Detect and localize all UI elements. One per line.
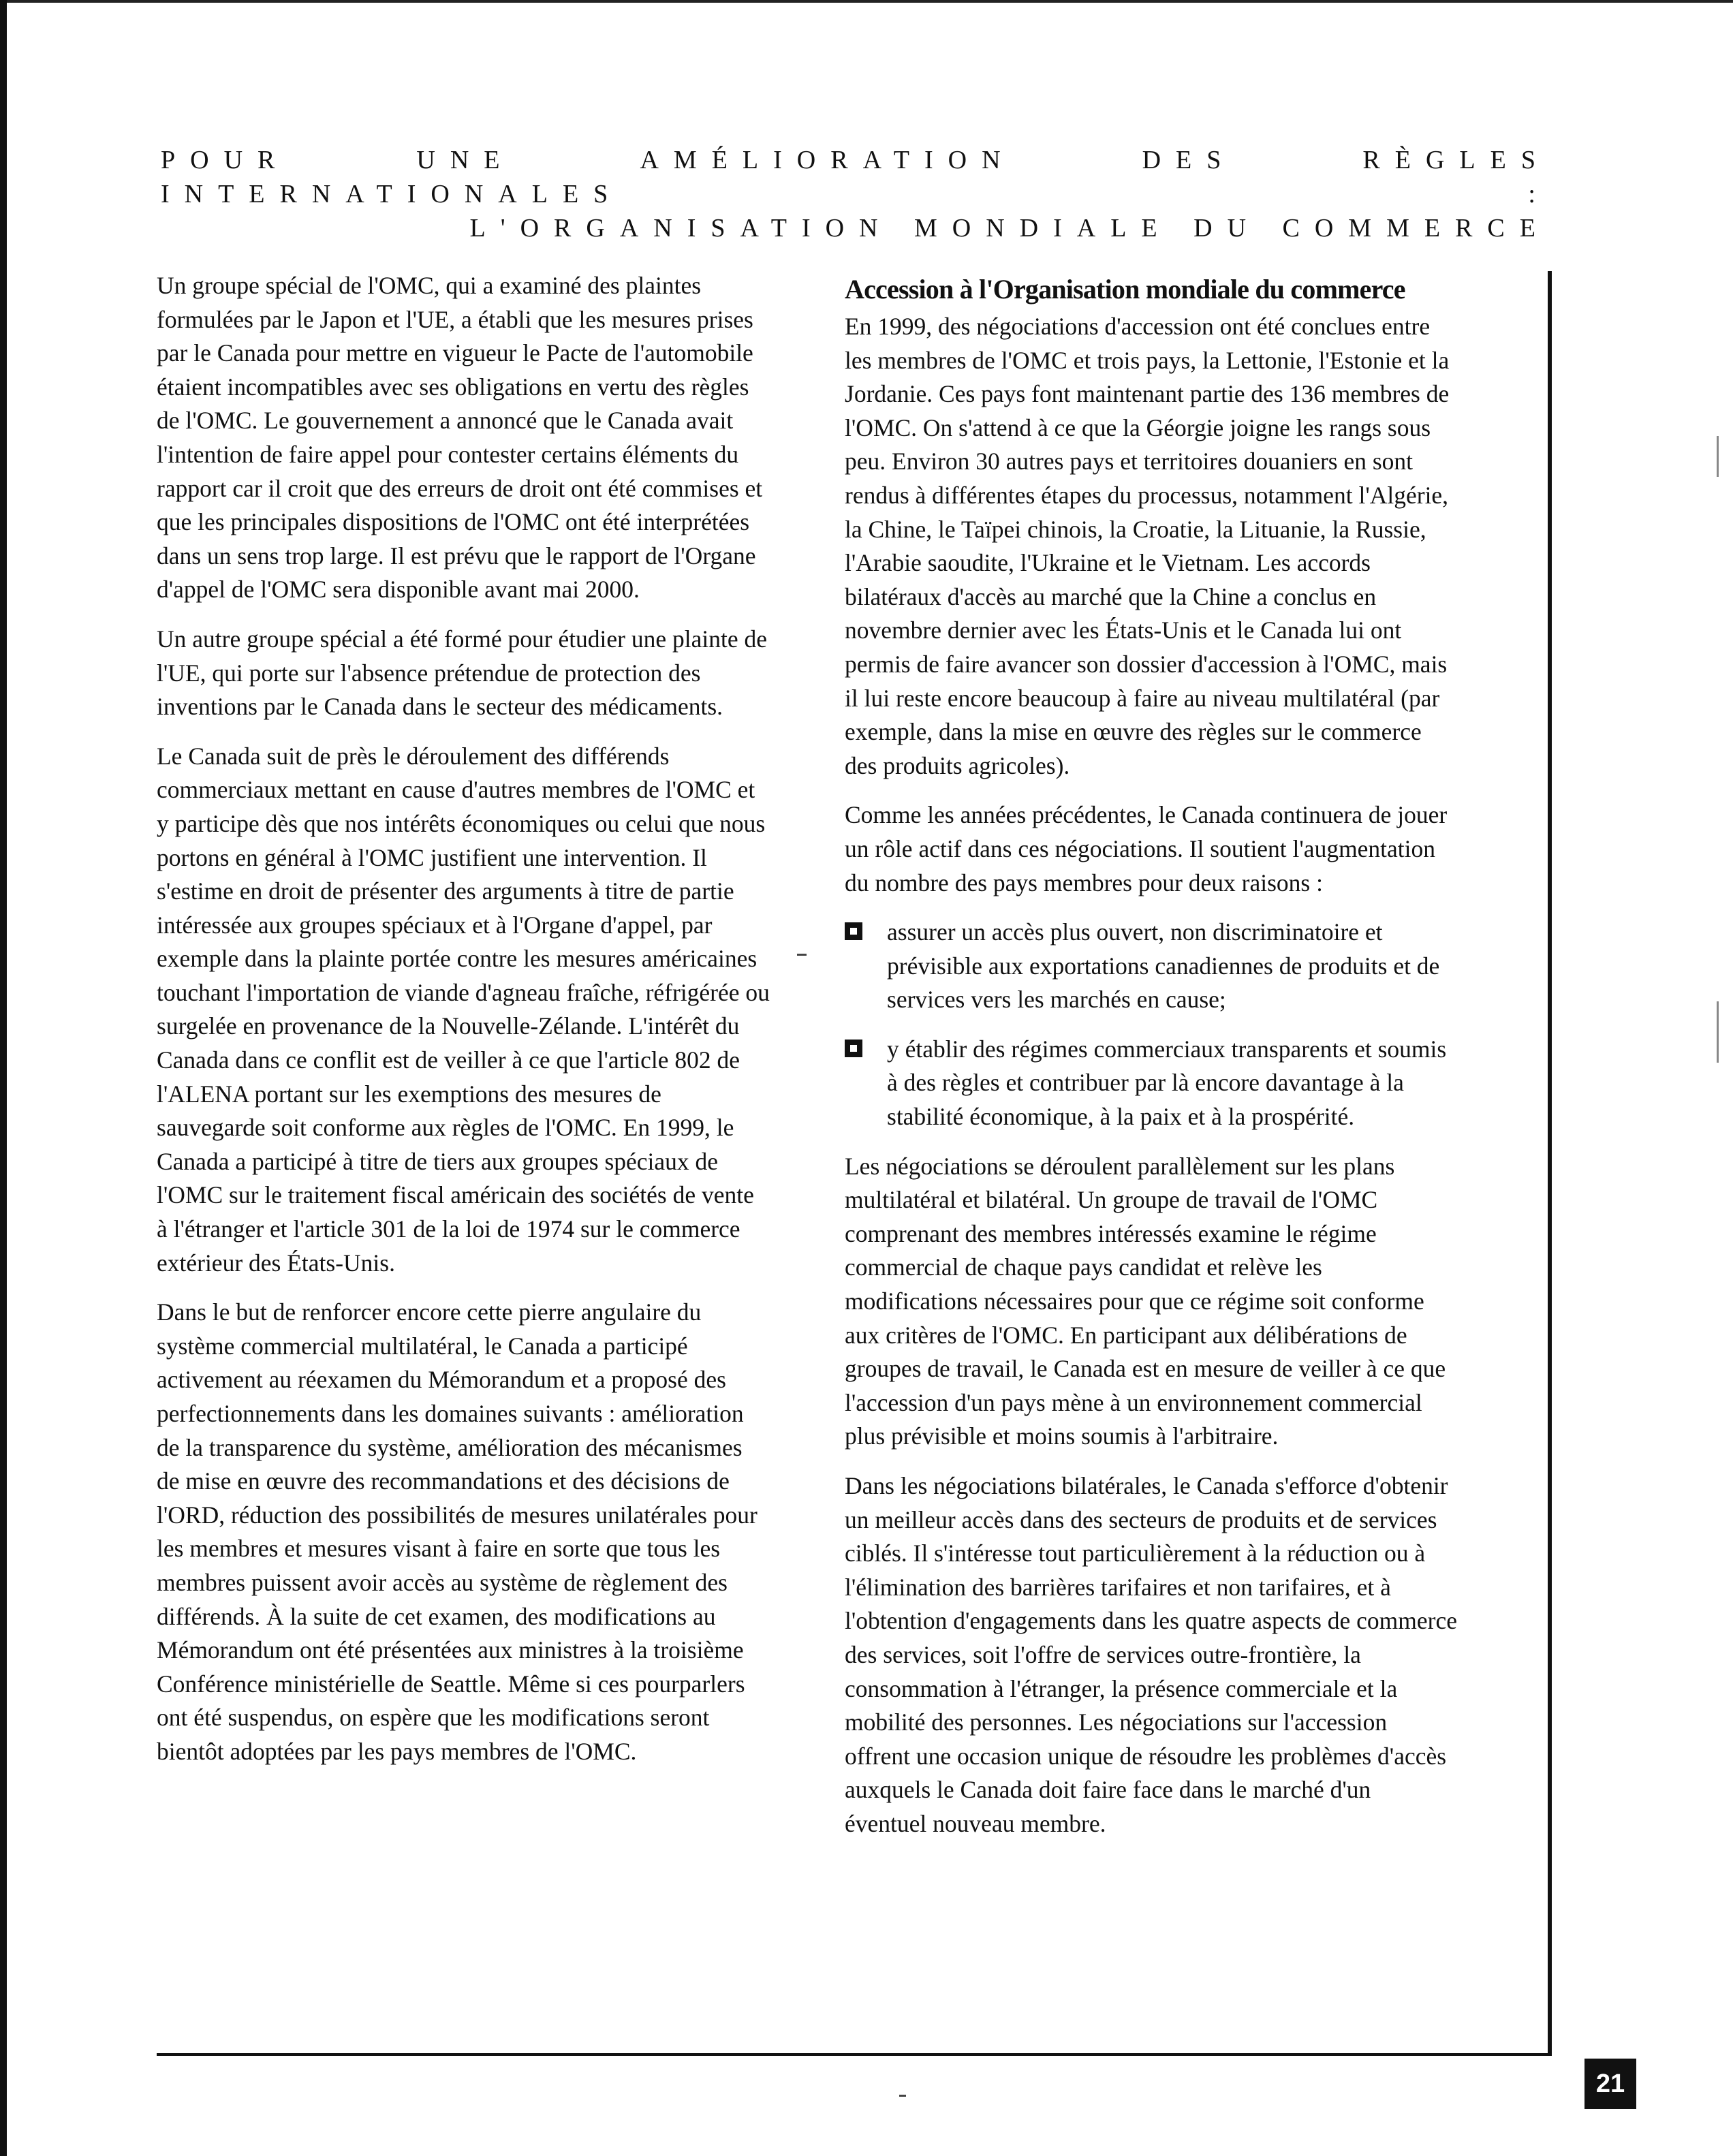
bullet-item	[845, 916, 1458, 1017]
scan-left-edge	[0, 0, 7, 2156]
right-paragraph-3: Les négociations se déroulent parallèlement sur les plans multilatéral et bilatéral. Un groupe de travail de l'OMC comprenant des membres intéressés examine le régime commercial de chaque pays candidat et relève les modifications nécessaires pour que ce régime soit conforme aux critères de l'OMC. En participant aux délibérations de groupes de travail, le Canada est en mesure de veiller à ce que l'accession d'un pays mène à un environnement commercial plus prévisible et moins soumis à l'arbitraire.	[845, 1152, 1446, 1450]
right-paragraph-4: Dans les négociations bilatérales, le Canada s'efforce d'obtenir un meilleur accès dans des secteurs de produits et de services ciblés. Il s'intéresse tout particulièrement à la réduction ou à l'élimination des barrières tarifaires et non tarifaires, et à l'obtention d'engagements dans les quatre aspects de commerce des services, soit l'offre de services outre-frontière, la consommation à l'étranger, la présence commerciale et la mobilité des personnes. Les négociations sur l'accession offrent une occasion unique de résoudre les problèmes d'accès auxquels le Canada doit faire face dans le marché d'un éventuel nouveau membre.	[845, 1472, 1457, 1837]
section-heading: Accession à l'Organisation mondiale du commerce	[845, 274, 1405, 304]
bottom-horizontal-rule	[157, 2053, 1552, 2056]
left-column	[157, 269, 770, 1785]
square-bullet-icon	[845, 922, 862, 940]
bullet-text: assurer un accès plus ouvert, non discriminatoire et prévisible aux exportations canadiennes de produits et de services vers les marchés en cause;	[887, 918, 1440, 1014]
page-number-badge: 21	[1584, 2059, 1636, 2109]
bullet-list	[845, 916, 1458, 1134]
scan-speck	[1717, 1001, 1719, 1063]
top-border-rule	[0, 0, 1733, 3]
left-paragraph-4: Dans le but de renforcer encore cette pierre angulaire du système commercial multilatéral, le Canada a participé activement au réexamen du Mémorandum et a proposé des perfectionnements dans les domaines suivants : amélioration de la transparence du système, amélioration des mécanismes de mise en œuvre des recommandations et des décisions de l'ORD, réduction des possibilités de mesures unilatérales pour les membres et mesures visant à faire en sorte que tous les membres puissent avoir accès au système de règlement des différends. À la suite de cet examen, des modifications au Mémorandum ont été présentées aux ministres à la troisième Conférence ministérielle de Seattle. Même si ces pourparlers ont été suspendus, on espère que les modifications seront bientôt adoptées par les pays membres de l'OMC.	[157, 1298, 758, 1765]
left-paragraph-2: Un autre groupe spécial a été formé pour étudier une plainte de l'UE, qui porte sur l'absence prétendue de protection des inventions par le Canada dans le secteur des médicaments.	[157, 625, 767, 721]
left-paragraph-1: Un groupe spécial de l'OMC, qui a examiné des plaintes formulées par le Japon et l'UE, a établi que les mesures prises par le Canada pour mettre en vigueur le Pacte de l'automobile étaient incompatibles avec ses obligations en vertu des règles de l'OMC. Le gouvernement a annoncé que le Canada avait l'intention de faire appel pour contester certains éléments du rapport car il croit que des erreurs de droit ont été commises et que les principales dispositions de l'OMC ont été interprétées dans un sens trop large. Il est prévu que le rapport de l'Organe d'appel de l'OMC sera disponible avant mai 2000.	[157, 272, 763, 604]
scan-speck	[797, 954, 807, 956]
running-header	[161, 143, 1550, 245]
right-paragraph-1: En 1999, des négociations d'accession ont été conclues entre les membres de l'OMC et trois pays, la Lettonie, l'Estonie et la Jordanie. Ces pays font maintenant partie des 136 membres de l'OMC. On s'attend à ce que la Géorgie joigne les rangs sous peu. Environ 30 autres pays et territoires douaniers en sont rendus à différentes étapes du processus, notamment l'Algérie, la Chine, le Taïpei chinois, la Croatie, la Lituanie, la Russie, l'Arabie saoudite, l'Ukraine et le Vietnam. Les accords bilatéraux d'accès au marché que la Chine a conclus en novembre dernier avec les États-Unis et le Canada lui ont permis de faire avancer son dossier d'accession à l'OMC, mais il lui reste encore beaucoup à faire au niveau multilatéral (par exemple, dans la mise en œuvre des règles sur le commerce des produits agricoles).	[845, 313, 1450, 779]
scan-speck	[1717, 436, 1719, 477]
right-paragraph-2: Comme les années précédentes, le Canada continuera de jouer un rôle actif dans ces négociations. Il soutient l'augmentation du nombre des pays membres pour deux raisons :	[845, 801, 1448, 896]
running-header-line-1: POUR UNE AMÉLIORATION DES RÈGLES INTERNATIONALES :	[161, 146, 1550, 208]
scan-speck	[899, 2095, 906, 2097]
bullet-item	[845, 1033, 1458, 1134]
right-column	[845, 269, 1458, 1857]
right-vertical-rule	[1548, 271, 1552, 2056]
square-bullet-icon	[845, 1040, 862, 1057]
bullet-text: y établir des régimes commerciaux transparents et soumis à des règles et contribuer par là encore davantage à la stabilité économique, à la paix et à la prospérité.	[887, 1035, 1447, 1131]
left-paragraph-3: Le Canada suit de près le déroulement des différends commerciaux mettant en cause d'autres membres de l'OMC et y participe dès que nos intérêts économiques ou celui que nous portons en général à l'OMC justifient une intervention. Il s'estime en droit de présenter des arguments à titre de partie intéressée aux groupes spéciaux et à l'Organe d'appel, par exemple dans la plainte portée contre les mesures américaines touchant l'importation de viande d'agneau fraîche, réfrigérée ou surgelée en provenance de la Nouvelle-Zélande. L'intérêt du Canada dans ce conflit est de veiller à ce que l'article 802 de l'ALENA portant sur les exemptions des mesures de sauvegarde soit conforme aux règles de l'OMC. En 1999, le Canada a participé à titre de tiers aux groupes spéciaux de l'OMC sur le traitement fiscal américain des sociétés de vente à l'étranger et l'article 301 de la loi de 1974 sur le commerce extérieur des États-Unis.	[157, 742, 770, 1277]
running-header-line-2: L'ORGANISATION MONDIALE DU COMMERCE	[469, 214, 1550, 243]
